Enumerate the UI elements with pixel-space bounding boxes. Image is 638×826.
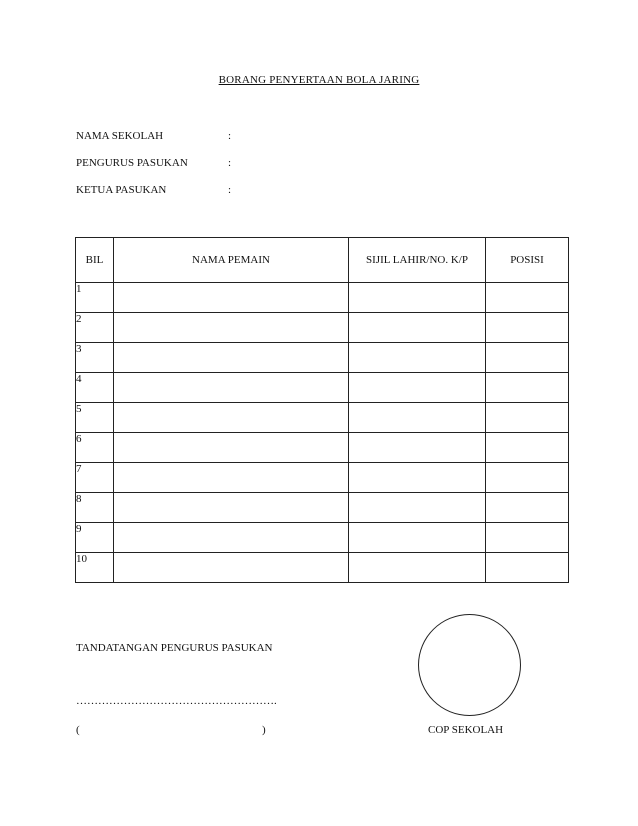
school-stamp-circle <box>418 614 521 716</box>
cell-sijil-lahir[interactable] <box>349 343 486 373</box>
field-colon: : <box>228 184 232 196</box>
cell-nama-pemain[interactable] <box>114 283 349 313</box>
signature-line: ………………………………………………. <box>76 695 277 707</box>
header-posisi: POSISI <box>486 238 569 283</box>
signature-label: TANDATANGAN PENGURUS PASUKAN <box>76 642 273 654</box>
table-row <box>76 493 569 523</box>
field-label: NAMA SEKOLAH <box>76 130 164 142</box>
cell-sijil-lahir[interactable] <box>349 553 486 583</box>
row-number: 7 <box>76 463 114 493</box>
table-header-row <box>76 238 569 283</box>
cell-nama-pemain[interactable] <box>114 463 349 493</box>
row-number: 3 <box>76 343 114 373</box>
field-label: KETUA PASUKAN <box>76 184 167 196</box>
row-number: 2 <box>76 313 114 343</box>
cell-sijil-lahir[interactable] <box>349 313 486 343</box>
table-row <box>76 313 569 343</box>
cell-posisi[interactable] <box>486 313 569 343</box>
table-row <box>76 553 569 583</box>
row-number: 9 <box>76 523 114 553</box>
table-row <box>76 463 569 493</box>
cell-posisi[interactable] <box>486 553 569 583</box>
table-row <box>76 433 569 463</box>
table-row <box>76 403 569 433</box>
name-paren-open: ( <box>76 724 80 736</box>
table-row <box>76 523 569 553</box>
row-number: 10 <box>76 553 114 583</box>
header-bil: BIL <box>76 238 114 283</box>
cell-posisi[interactable] <box>486 433 569 463</box>
cell-nama-pemain[interactable] <box>114 403 349 433</box>
cell-nama-pemain[interactable] <box>114 343 349 373</box>
cell-posisi[interactable] <box>486 343 569 373</box>
header-sijil-lahir: SIJIL LAHIR/NO. K/P <box>349 238 486 283</box>
player-table <box>75 237 569 583</box>
name-paren-close: ) <box>262 724 266 736</box>
field-label: PENGURUS PASUKAN <box>76 157 188 169</box>
cell-sijil-lahir[interactable] <box>349 373 486 403</box>
player-table-container <box>75 237 569 583</box>
row-number: 8 <box>76 493 114 523</box>
cell-posisi[interactable] <box>486 403 569 433</box>
field-colon: : <box>228 130 232 142</box>
school-stamp-label: COP SEKOLAH <box>428 724 504 736</box>
row-number: 1 <box>76 283 114 313</box>
cell-nama-pemain[interactable] <box>114 553 349 583</box>
cell-nama-pemain[interactable] <box>114 523 349 553</box>
row-number: 6 <box>76 433 114 463</box>
cell-sijil-lahir[interactable] <box>349 463 486 493</box>
cell-posisi[interactable] <box>486 373 569 403</box>
cell-sijil-lahir[interactable] <box>349 523 486 553</box>
cell-posisi[interactable] <box>486 283 569 313</box>
row-number: 4 <box>76 373 114 403</box>
row-number: 5 <box>76 403 114 433</box>
cell-nama-pemain[interactable] <box>114 313 349 343</box>
cell-nama-pemain[interactable] <box>114 373 349 403</box>
table-row <box>76 283 569 313</box>
table-row <box>76 343 569 373</box>
cell-posisi[interactable] <box>486 523 569 553</box>
cell-sijil-lahir[interactable] <box>349 403 486 433</box>
cell-nama-pemain[interactable] <box>114 493 349 523</box>
form-title: BORANG PENYERTAAN BOLA JARING <box>218 74 420 86</box>
cell-nama-pemain[interactable] <box>114 433 349 463</box>
cell-sijil-lahir[interactable] <box>349 283 486 313</box>
table-row <box>76 373 569 403</box>
cell-sijil-lahir[interactable] <box>349 493 486 523</box>
cell-posisi[interactable] <box>486 463 569 493</box>
field-colon: : <box>228 157 232 169</box>
cell-sijil-lahir[interactable] <box>349 433 486 463</box>
header-nama-pemain: NAMA PEMAIN <box>114 238 349 283</box>
cell-posisi[interactable] <box>486 493 569 523</box>
